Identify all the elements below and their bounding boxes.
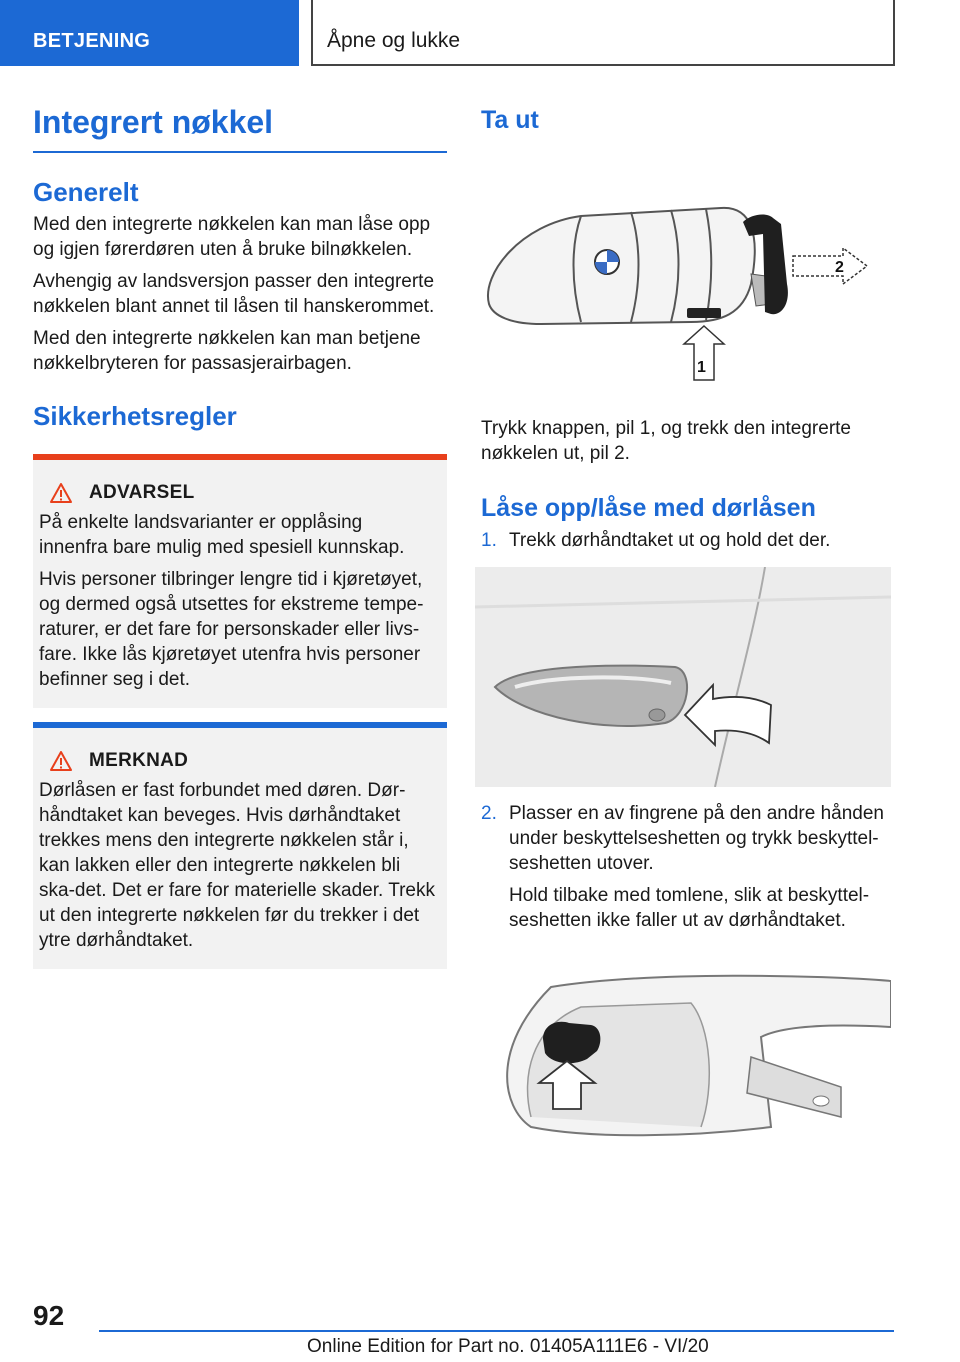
safety-heading: Sikkerhetsregler	[33, 401, 237, 431]
general-paragraph-3: Med den integrerte nøkkelen kan man betjene nøkkelbryteren for passasjerairbagen.	[33, 328, 421, 374]
note-title-row	[39, 750, 435, 772]
arrow-1-label: 1	[697, 359, 706, 376]
door-handle-illustration	[475, 567, 891, 787]
protective-cap-figure	[491, 967, 891, 1145]
page-title: Integrert nøkkel	[33, 100, 447, 153]
key-fob-illustration	[481, 144, 891, 384]
left-column	[33, 100, 447, 969]
note-title: MERKNAD	[89, 750, 189, 771]
arrow-1-icon	[684, 326, 724, 380]
door-handle-figure	[475, 567, 891, 787]
section-tab: BETJENING	[0, 0, 299, 66]
protective-cap-illustration	[491, 967, 891, 1145]
step-2-text-1: Plasser en av fingrene på den andre hånden under beskyttelseshetten og trykk beskyttel-seshetten utover.	[509, 803, 884, 874]
arrow-2-icon	[793, 248, 867, 284]
step-1-number: 1.	[481, 530, 497, 551]
general-paragraph-2: Avhengig av landsversjon passer den integrerte nøkkelen blant annet til låsen til hanskerommet.	[33, 271, 435, 317]
page-number: 92	[33, 1300, 65, 1331]
step-1	[481, 528, 891, 553]
warning-triangle-icon	[49, 482, 73, 504]
general-heading: Generelt	[33, 177, 139, 207]
step-1-text: Trekk dørhåndtaket ut og hold det der.	[509, 530, 831, 551]
chapter-title: Åpne og lukke	[311, 0, 895, 66]
step-2	[481, 801, 891, 933]
footer-divider	[99, 1330, 894, 1332]
key-removal-figure	[481, 144, 891, 384]
caution-triangle-icon	[49, 750, 73, 772]
warning-paragraph-1: På enkelte landsvarianter er opplåsing innenfra bare mulig med spesiell kunnskap.	[39, 512, 405, 558]
warning-paragraph-2: Hvis personer tilbringer lengre tid i kjøretøyet, og dermed også utsettes for ekstreme tempe-raturer, er det fare for personskader eller livs-fare. Ikke lås kjøretøyet utenfra hvis personer befinner seg i det.	[39, 569, 424, 690]
general-paragraph-1: Med den integrerte nøkkelen kan man låse opp og igjen førerdøren uten å bruke bilnøkkelen.	[33, 214, 431, 260]
step-2-text-2: Hold tilbake med tomlene, slik at beskyttel-seshetten ikke faller ut av dørhåndtaket.	[509, 885, 870, 931]
note-paragraph-1: Dørlåsen er fast forbundet med døren. Dør-håndtaket kan beveges. Hvis dørhåndtaket trekkes mens den integrerte nøkkelen står i, kan lakken eller den integrerte nøkkelen bli ska-det. Det er fare for materielle skader. Trekk ut den integrerte nøkkelen før du trekker i det ytre dørhåndtaket.	[39, 780, 435, 951]
lock-heading: Låse opp/låse med dørlåsen	[481, 494, 816, 522]
note-box	[33, 722, 447, 969]
warning-box	[33, 454, 447, 708]
edition-text: Online Edition for Part no. 01405A111E6 - VI/20	[307, 1336, 709, 1357]
step-2-body	[509, 801, 891, 933]
takeout-heading: Ta ut	[481, 106, 539, 134]
warning-title: ADVARSEL	[89, 482, 195, 503]
right-column	[481, 100, 891, 1145]
arrow-2-label: 2	[835, 259, 844, 276]
warning-title-row	[39, 482, 435, 504]
step-2-number: 2.	[481, 803, 497, 824]
takeout-text: Trykk knappen, pil 1, og trekk den integrerte nøkkelen ut, pil 2.	[481, 418, 851, 464]
